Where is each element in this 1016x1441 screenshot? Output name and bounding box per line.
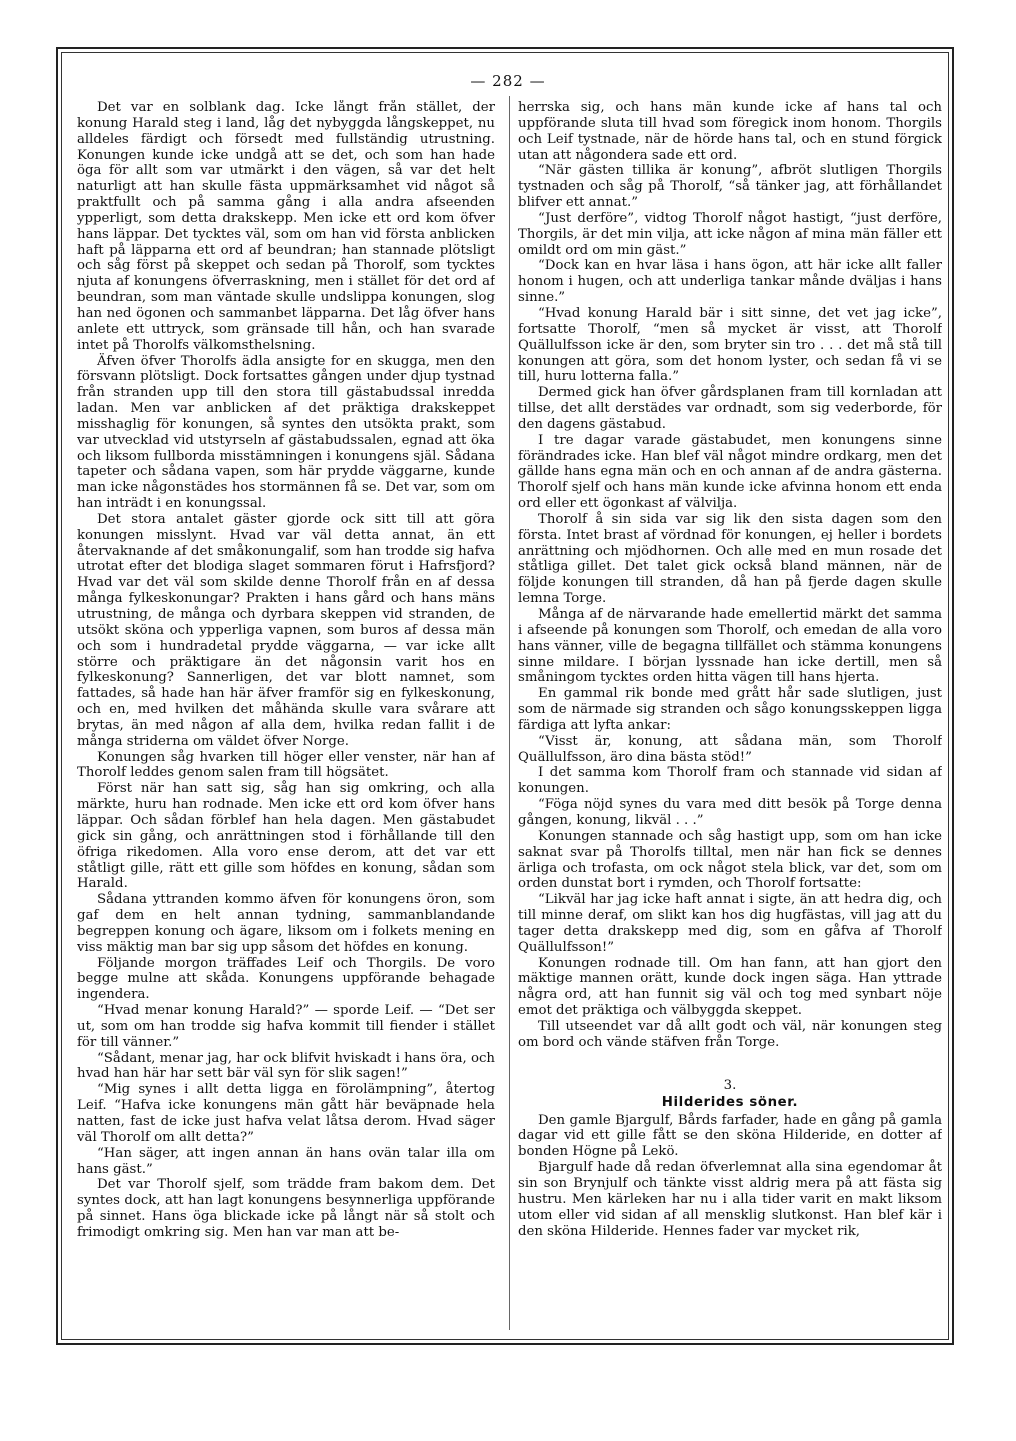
paragraph: I tre dagar varade gästabudet, men konungens sinne förändrades icke. Han blef väl något mindre ordkarg, men det gällde hans egna män och en och annan af de andra gästerna. Thorolf sjelf och hans män kunde icke afvinna honom ett enda ord eller ett ögonkast af välvilja. — [518, 432, 942, 512]
paragraph: Det var Thorolf sjelf, som trädde fram bakom dem. Det syntes dock, att han lagt konungens besynnerliga uppförande på sinnet. Hans öga blickade icke på långt när så stolt och frimodigt omkring sig. Men han var man att be- — [77, 1177, 495, 1240]
page-number: — 282 — — [470, 72, 546, 90]
section-number: 3. — [723, 1077, 737, 1093]
paragraph: “Föga nöjd synes du vara med ditt besök på Torge denna gången, konung, likväl . . .” — [518, 797, 942, 828]
paragraph: Dermed gick han öfver gårdsplanen fram till kornladan att tillse, det allt derstädes var ordnadt, som sig vederborde, för den dagens gästabud. — [518, 385, 942, 432]
paragraph: Först när han satt sig, såg han sig omkring, och alla märkte, huru han rodnade. Men icke ett ord kom öfver hans läppar. Och sådan förblef han hela dagen. Men gästabudet gick sin gång, och anrättningen stod i förhållande till den öfriga rikedomen. Alla voro ense derom, att det var ett ståtligt gille, rätt ett gille som höfdes en konung, sådan som Harald. — [77, 781, 495, 892]
paragraph: “Likväl har jag icke haft annat i sigte, än att hedra dig, och till minne deraf, om slikt kan hos dig hugfästas, vill jag att du tager detta drakskepp med dig, som en gåfva af Thorolf Quällulfsson!” — [518, 892, 942, 955]
paragraph: “Hvad konung Harald bär i sitt sinne, det vet jag icke”, fortsatte Thorolf, “men så mycket är visst, att Thorolf Quällulfsson icke är den, som bryter sin tro . . . det må stå till konungen att göra, som det honom lyster, och sedan få vi se till, huru lotterna falla.” — [518, 305, 942, 385]
paragraph: I det samma kom Thorolf fram och stannade vid sidan af konungen. — [518, 765, 942, 797]
paragraph: Bjargulf hade då redan öfverlemnat alla sina egendomar åt sin son Brynjulf och tänkte visst aldrig mera på att fästa sig hustru. Men kärleken har nu i alla tider varit en makt liksom utom eller vid sidan af all mensklig slutkonst. Han blef kär i den sköna Hilderide. Hennes fader var mycket rik, — [518, 1160, 942, 1239]
paragraph: Det var en solblank dag. Icke långt från stället, der konung Harald steg i land, låg det nybyggda långskeppet, nu alldeles färdigt och försedt med fullständig utrustning. Konungen kunde icke undgå att se det, och som han hade öga för allt som var utmärkt i den vägen, så var det helt naturligt att han skulle fästa uppmärksamhet vid något så praktfullt och på samma gång i alla andra afseenden ypperligt, som detta drakskepp. Men icke ett ord kom öfver hans läppar. Det tycktes väl, som om han vid första anblicken haft på läpparna ett ord af beundran; han stannade plötsligt och såg först på skeppet och sedan på Thorolf, som tycktes njuta af konungens öfverraskning, men i stället för det ord af beundran, som man väntade skulle undslippa konungen, slog han ned ögonen och sammanbet läpparna. Det låg öfver hans anlete ett uttryck, som gränsade till hån, och han svarade intet på Thorolfs välkomsthelsning. — [77, 100, 495, 353]
right-column — [518, 100, 942, 1332]
paragraph: Sådana yttranden kommo äfven för konungens öron, som gaf dem en helt annan tydning, sammanblandande begreppen konung och ägare, liksom om i folkets mening en viss mäktig man bar sig upp såsom det höfdes en konung. — [77, 892, 495, 955]
paragraph: “Just derföre”, vidtog Thorolf något hastigt, “just derföre, Thorgils, är det min vilja, att icke någon af mina män fäller ett omildt ord om min gäst.” — [518, 210, 942, 258]
paragraph: “Hvad menar konung Harald?” — sporde Leif. — “Det ser ut, som om han trodde sig hafva kommit till fiender i stället för till vänner.” — [77, 1003, 495, 1050]
paragraph: “Visst är, konung, att sådana män, som Thorolf Quällulfsson, äro dina bästa stöd!” — [518, 733, 942, 765]
column-divider — [509, 96, 510, 1330]
paragraph: “Sådant, menar jag, har ock blifvit hviskadt i hans öra, och hvad han här har sett bär väl syn för slik sagen!” — [77, 1050, 495, 1082]
paragraph: “När gästen tillika är konung”, afbröt slutligen Thorgils tystnaden och såg på Thorolf, “så tänker jag, att förhållandet blifver ett annat.” — [518, 163, 942, 211]
paragraph: En gammal rik bonde med grått hår sade slutligen, just som de närmade sig stranden och sågo konungsskeppen ligga färdiga att lyfta ankar: — [518, 686, 942, 733]
paragraph: “Dock kan en hvar läsa i hans ögon, att här icke allt faller honom i hugen, och att underliga tankar månde dväljas i hans sinne.” — [518, 258, 942, 306]
paragraph: herrska sig, och hans män kunde icke af hans tal och uppförande sluta till hvad som föregick inom honom. Thorgils och Leif tystnade, när de hörde hans tal, och en stund förgick utan att någondera sade ett ord. — [518, 100, 942, 163]
paragraph: Följande morgon träffades Leif och Thorgils. De voro begge mulne att skåda. Konungens uppförande behagade ingendera. — [77, 955, 495, 1003]
paragraph: “Han säger, att ingen annan än hans ovän talar illa om hans gäst.” — [77, 1145, 495, 1177]
section-title: Hilderides söner. — [661, 1094, 799, 1110]
left-column — [77, 100, 495, 1332]
paragraph: Konungen stannade och såg hastigt upp, som om han icke saknat svar på Thorolfs tilltal, men när han fick se dennes ärliga och trofasta, om ock något stela blick, var det, som om orden dunstat bort i rymden, och Thorolf fortsatte: — [518, 828, 942, 892]
paragraph: Den gamle Bjargulf, Bårds farfader, hade en gång på gamla dagar vid ett gille fått se den sköna Hilderide, en dotter af bonden Högne på Lekö. — [518, 1112, 942, 1160]
paragraph: Till utseendet var då allt godt och väl, när konungen steg om bord och vände stäfven från Torge. — [518, 1018, 942, 1050]
paragraph: Det stora antalet gäster gjorde ock sitt till att göra konungen misslynt. Hvad var väl detta annat, än ett återvaknande af det småkonungalif, som han trodde sig hafva utrotat efter det blodiga slaget sommaren förut i Hafrsfjord? Hvad var det väl som skilde denne Thorolf från en af dessa många fylkeskonungar? Prakten i hans gård och hans mäns utrustning, de många och dyrbara skeppen vid stranden, de utsökt sköna och ypperliga vapnen, som buros af dessa män och som i hundradetal prydde väggarna, — var icke allt större och präktigare än det någonsin varit hos en fylkeskonung? Sannerligen, det var blott namnet, som fattades, så hade han här äfver framför sig en fylkeskonung, och en, med hvilken det måhända skulle vara svårare att brytas, än med någon af alla dem, hvilka redan fallit i de många striderna om väldet öfver Norge. — [77, 511, 495, 749]
paragraph: Konungen såg hvarken till höger eller venster, när han af Thorolf leddes genom salen fram till högsätet. — [77, 749, 495, 781]
paragraph: Konungen rodnade till. Om han fann, att han gjort den mäktige mannen orätt, kunde dock ingen säga. Han yttrade några ord, att han funnit sig väl och tog med synbart nöje emot det präktiga och välbyggda skeppet. — [518, 955, 942, 1019]
paragraph: “Mig synes i allt detta ligga en förolämpning”, återtog Leif. “Hafva icke konungens män gått här beväpnade hela natten, fast de icke just hafva velat låtsa derom. Hvad säger väl Thorolf om allt detta?” — [77, 1082, 495, 1145]
paragraph: Många af de närvarande hade emellertid märkt det samma i afseende på konungen som Thorolf, och emedan de alla voro hans vänner, ville de begagna tillfället och stämma konungens sinne mildare. I början lyssnade han icke dertill, men så småningom tycktes orden hitta vägen till hans hjerta. — [518, 607, 942, 686]
paragraph: Äfven öfver Thorolfs ädla ansigte for en skugga, men den försvann plötsligt. Dock fortsattes gången under djup tystnad från stranden upp till den stora till gästabudssal inredda ladan. Men var anblicken af det präktiga drakskeppet misshaglig för konungen, så syntes den utsökta prakt, som var utvecklad vid utstyrseln af gästabudssalen, egnad att öka och liksom fullborda misstämningen i konungens själ. Sådana tapeter och sådana vapen, som här prydde väggarne, kunde man icke någonstädes hos stormännen få se. Det var, som om han inträdt i en konungssal. — [77, 353, 495, 512]
paragraph: Thorolf å sin sida var sig lik den sista dagen som den första. Intet brast af vördnad för konungen, ej heller i bordets anrättning och mjödhornen. Och alle med en mun rosade det ståtliga gillet. Det talet gick också bland männen, när de följde konungen till stranden, då han på fjerde dagen skulle lemna Torge. — [518, 511, 942, 607]
